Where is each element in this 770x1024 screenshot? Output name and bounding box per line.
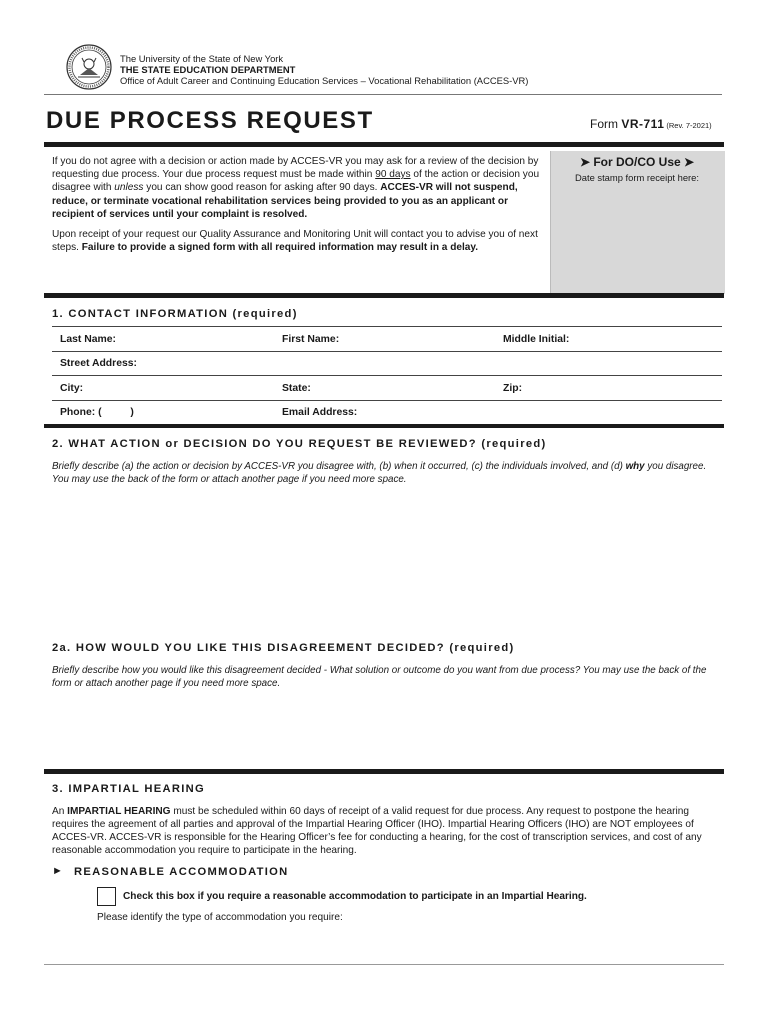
intro-paragraph-1: If you do not agree with a decision or action made by ACCES-VR you may ask for a review of the decision by requesting due process. Your due process request must be made within 90 days of the action or decision you disagree with unless you can show good reason for asking after 90 days. ACCES-VR will not suspend, reduce, or terminate vocational rehabilitation services being provided to you as an applicant or recipient of services until your complaint is resolved.: [52, 156, 540, 220]
email-field[interactable]: Email Address:: [282, 407, 358, 418]
title-divider: [44, 142, 724, 147]
last-name-field[interactable]: Last Name:: [60, 334, 117, 345]
page-title: DUE PROCESS REQUEST: [46, 107, 374, 134]
section2a-description: Briefly describe how you would like this disagreement decided - What solution or outcome do you want from due process? You may use the back of the form or attach another page if you need more space.: [52, 665, 707, 689]
section3-title: 3. IMPARTIAL HEARING: [52, 783, 206, 795]
row-rule-3: [52, 400, 722, 401]
section1-title: 1. CONTACT INFORMATION (required): [52, 308, 298, 320]
accommodation-type-area[interactable]: [97, 928, 717, 960]
section2-description: Briefly describe (a) the action or decision by ACCES-VR you disagree with, (b) when it occurred, (c) the individuals involved, and (d) why you disagree. You may use the back of the form or attach another page if you need more space.: [52, 461, 707, 485]
row-rule-2: [52, 375, 722, 376]
services-notice: ACCES-VR will not suspend, reduce, or terminate vocational rehabilitation services being provided to you as an applicant or recipient of services until your complaint is resolved.: [52, 182, 518, 220]
reasonable-accommodation-title: REASONABLE ACCOMMODATION: [74, 866, 289, 878]
accommodation-checkbox[interactable]: [97, 887, 116, 906]
accommodation-checkbox-label: Check this box if you require a reasonable accommodation to participate in an Impartial Hearing.: [123, 891, 587, 902]
bottom-divider: [44, 964, 724, 965]
section2a-title: 2a. HOW WOULD YOU LIKE THIS DISAGREEMENT DECIDED? (required): [52, 642, 515, 654]
form-code: VR-711: [621, 117, 665, 131]
header-divider: [44, 94, 722, 95]
city-field[interactable]: City:: [60, 383, 84, 394]
section2a-answer-area[interactable]: [52, 695, 722, 765]
section-divider-1: [44, 293, 724, 298]
header-office: Office of Adult Career and Continuing Education Services – Vocational Rehabilitation (ACCES-VR): [120, 75, 529, 86]
zip-field[interactable]: Zip:: [503, 383, 523, 394]
deadline-90-days: 90 days: [375, 169, 411, 181]
state-field[interactable]: State:: [282, 383, 311, 394]
office-use-title: ➤ For DO/CO Use ➤: [579, 155, 695, 169]
intro-paragraph-2: Upon receipt of your request our Quality Assurance and Monitoring Unit will contact you to advise you of next steps. Failure to provide a signed form with all required information may result in a delay.: [52, 229, 538, 254]
accommodation-type-prompt: Please identify the type of accommodation you require:: [97, 912, 343, 923]
section-divider-3: [44, 769, 724, 774]
row-rule-1: [52, 351, 722, 352]
form-id-prefix: Form: [590, 117, 622, 131]
section1-rule: [52, 326, 722, 327]
street-address-field[interactable]: Street Address:: [60, 358, 137, 369]
section2-title: 2. WHAT ACTION or DECISION DO YOU REQUEST BE REVIEWED? (required): [52, 438, 547, 450]
failure-notice: Failure to provide a signed form with all required information may result in a delay.: [81, 242, 479, 254]
form-revision: (Rev. 7-2021): [666, 121, 712, 130]
first-name-field[interactable]: First Name:: [282, 334, 340, 345]
phone-field[interactable]: Phone: ( ): [60, 407, 134, 418]
section3-body: An IMPARTIAL HEARING must be scheduled within 60 days of receipt of a valid request for due process. Any request to postpone the hearing requires the agreement of all parties and approval of the Impartial Hearing Officer (IHO). Impartial Hearing Officers (IHO) are NOT employees of ACCES-VR. ACCES-VR is responsible for the Hearing Officer’s fee for conducting a hearing, for the cost of transcription services, and cost of any reasonable accommodation you require to participate in the hearing.: [52, 806, 702, 857]
arrow-right-icon: ►: [52, 865, 63, 877]
form-id: [590, 117, 712, 131]
header-university: The University of the State of New York: [120, 53, 284, 64]
header-department: THE STATE EDUCATION DEPARTMENT: [120, 64, 296, 75]
office-use-subtitle: Date stamp form receipt here:: [574, 172, 699, 183]
section2-answer-area[interactable]: [52, 490, 722, 630]
nys-seal-icon: [66, 44, 112, 90]
middle-initial-field[interactable]: Middle Initial:: [503, 334, 570, 345]
section-divider-2: [44, 424, 724, 428]
